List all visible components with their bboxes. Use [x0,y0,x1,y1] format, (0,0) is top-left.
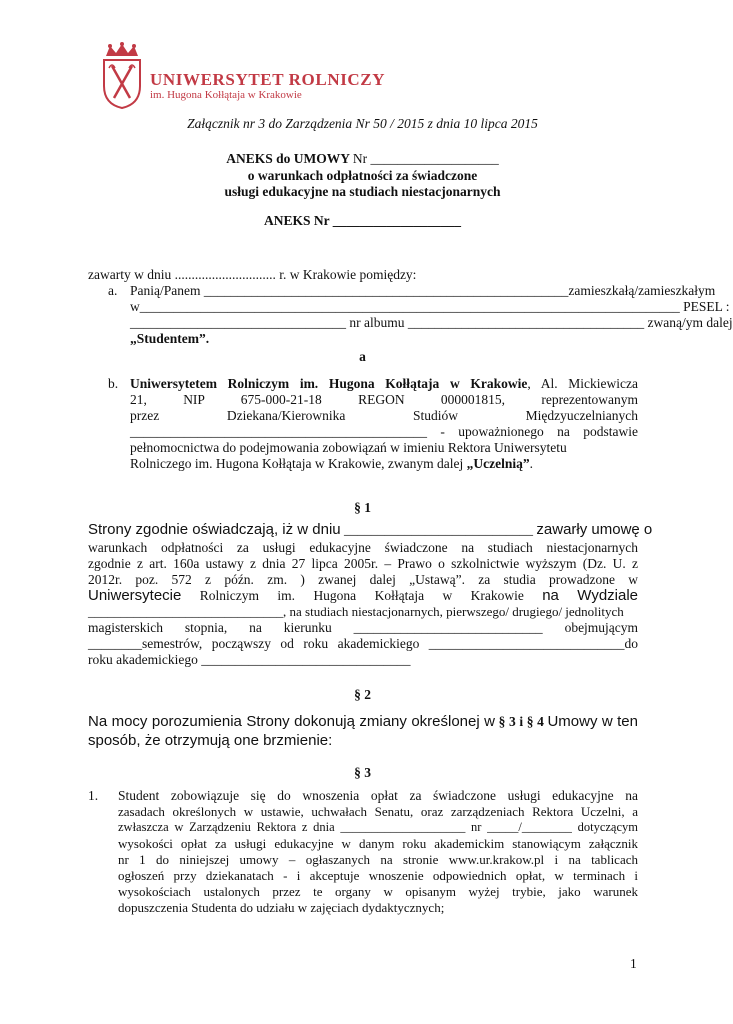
section-3-line-3: zwłaszcza w Zarządzeniu Rektora z dnia ____________________ nr _____/________ dotyczącym [118,820,638,834]
crown-crest-icon [100,42,144,110]
concluded-line: zawarty w dniu .............................. r. w Krakowie pomiędzy: [88,267,417,282]
section-1-line-9: roku akademickiego _______________________________ [88,652,411,667]
party-a-line-1: Panią/Panem ______________________________________________________zamieszkałą/zamieszkałym [130,283,716,298]
section-1-line-7: magisterskich stopnia, na kierunku ____________________________ obejmującym [88,620,639,635]
party-b-line-2: 21, NIP 675-000-21-18 REGON 000001815, reprezentowanym [130,392,639,407]
section-2-line-1: Na mocy porozumienia Strony dokonują zmiany określonej w § 3 i § 4 Umowy w ten [88,713,638,730]
section-1-line-6: ______________________________, na studiach niestacjonarnych, pierwszego/ drugiego/ jednolitych [88,604,624,619]
party-b-label: b. [108,376,119,391]
party-a-student-term: „Studentem”. [130,331,210,346]
section-3-heading: § 3 [354,765,371,780]
page-number: 1 [630,956,637,971]
party-a-line-3: ________________________________ nr albumu ___________________________________ zwaną/ym dalej [130,315,733,330]
conjunction-a: a [359,349,366,364]
party-b-line-3: przez Dziekana/Kierownika Studiów Międzyuczelnianych [130,408,639,423]
university-name: UNIWERSYTET ROLNICZY [150,70,386,89]
section-1-line-5: Uniwersytecie Rolniczym im. Hugona Kołłątaja w Krakowie na Wydziale [88,587,639,604]
attachment-reference: Załącznik nr 3 do Zarządzenia Nr 50 / 2015 z dnia 10 lipca 2015 [187,116,538,131]
title-nr: Nr ___________________ [352,151,499,166]
section-3-line-5: nr 1 do niniejszej umowy – ogłaszanych na stronie www.ur.krakow.pl i na tablicach [118,852,638,867]
section-2-heading: § 2 [354,687,371,702]
party-a-line-2: w________________________________________________________________________________ PESEL : [130,299,730,314]
university-logo [100,42,144,110]
section-3-item-number: 1. [88,788,99,803]
section-1-line-3: zgodnie z art. 160a ustawy z dnia 27 lipca 2005r. – Prawo o szkolnictwie wyższym (Dz. U. z [88,556,638,571]
title-line-2: o warunkach odpłatności za świadczone [247,168,478,183]
section-3-line-7: wysokościach ustalonych przez te organy w opisanym wyżej trybie, jako warunek [118,884,638,899]
title-aneks: ANEKS do UMOWY [226,151,350,166]
section-3-line-8: dopuszczenia Studenta do udziału w zajęciach dydaktycznych; [118,900,445,915]
party-b-line-4: ____________________________________________ - upoważnionego na podstawie [130,424,639,439]
section-2-line-2: sposób, że otrzymują one brzmienie: [88,732,333,749]
university-subtitle: im. Hugona Kołłątaja w Krakowie [150,89,302,101]
party-b-line-5: pełnomocnictwa do podejmowania zobowiązań w imieniu Rektora Uniwersytetu [130,440,567,455]
section-3-line-6: ogłoszeń przy dziekanatach - i akceptuje wnoszenie odpowiednich opłat, w terminach i [118,868,638,883]
section-1-line-4: 2012r. poz. 572 z późn. zm. ) zwanej dalej „Ustawą”. za studia prowadzone w [88,572,638,587]
section-1-line-8: ________semestrów, począwszy od roku akademickiego _____________________________do [88,636,639,651]
aneks-number: ANEKS Nr ___________________ [263,213,461,228]
party-b-line-1: Uniwersytetem Rolniczym im. Hugona Kołłątaja w Krakowie, Al. Mickiewicza [130,376,638,391]
section-3-line-2: zasadach określonych w ustawie, uchwałach Senatu, oraz zarządzeniach Rektora Uczelni, a [118,804,638,819]
party-a-label: a. [108,283,118,298]
section-1-heading: § 1 [354,500,371,515]
title-line-3: usługi edukacyjne na studiach niestacjonarnych [224,184,501,199]
section-1-line-1: Strony zgodnie oświadczają, iż w dniu ____________________________ zawarły umowę o [88,521,653,538]
section-3-line-1: Student zobowiązuje się do wnoszenia opłat za świadczone usługi edukacyjne na [118,788,638,803]
party-b-line-6: Rolniczego im. Hugona Kołłątaja w Krakowie, zwanym dalej „Uczelnią”. [130,456,534,471]
section-3-line-4: wysokości opłat za usługi edukacyjne w danym roku akademickim stanowiącym załącznik [118,836,638,851]
section-1-line-2: warunkach odpłatności za usługi edukacyjne świadczone na studiach niestacjonarnych [88,540,638,555]
title-line-1 [0,151,725,167]
